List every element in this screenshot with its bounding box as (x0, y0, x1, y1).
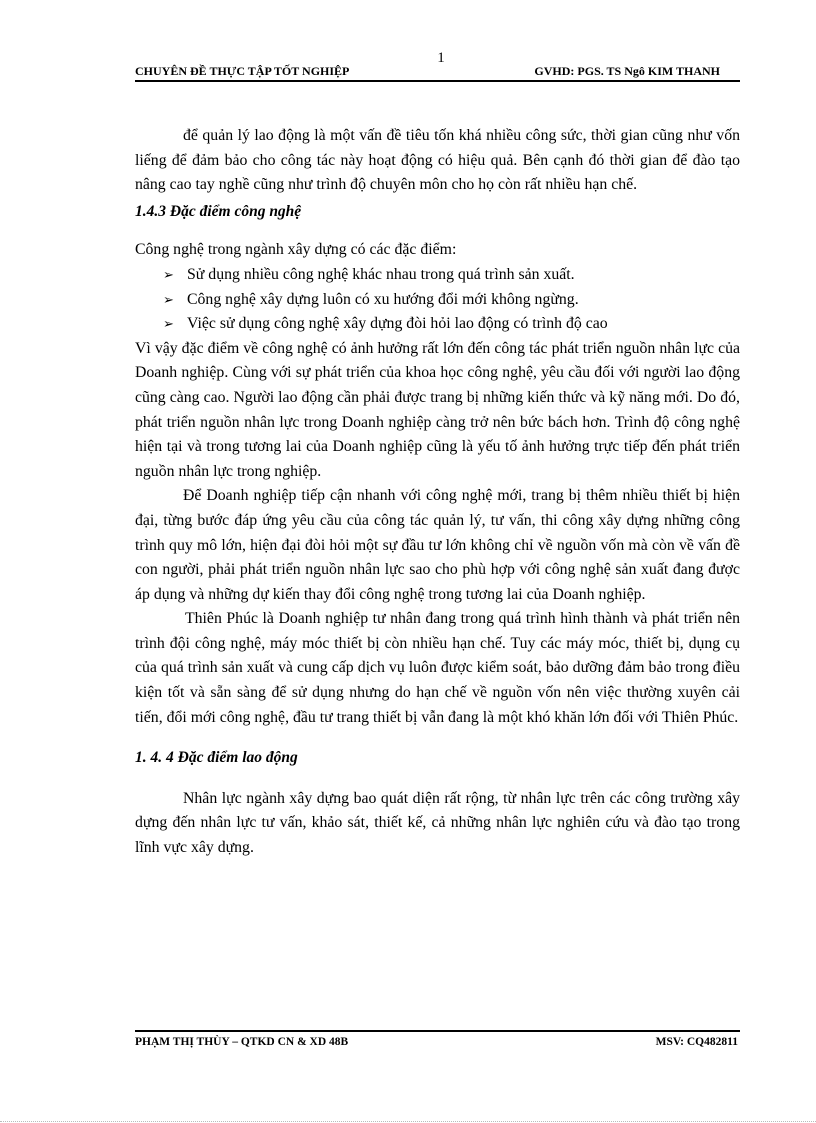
header-title: CHUYÊN ĐỀ THỰC TẬP TỐT NGHIỆP (135, 64, 350, 78)
technology-intro: Công nghệ trong ngành xây dựng có các đặc điểm: (135, 241, 457, 259)
paragraph-technology-impact: Vì vậy đặc điểm về công nghệ có ảnh hưởng rất lớn đến công tác phát triển nguồn nhân lực của Doanh nghiệp. Cùng với sự phát triển của khoa học công nghệ, yêu cầu đối với người lao động cũng càng cao. Người lao động cần phải được trang bị những kiến thức và kỹ năng mới. Do đó, phát triển nguồn nhân lực trong Doanh nghiệp càng trở nên bức bách hơn. Trình độ công nghệ hiện tại và trong tương lai của Doanh nghiệp cũng là yếu tố ảnh hưởng trực tiếp đến phát triển nguồn nhân lực trong nghiệp. (135, 339, 740, 480)
arrow-bullet-icon: ➢ (163, 266, 174, 282)
document-body (135, 124, 740, 861)
bullet-text: Việc sử dụng công nghệ xây dựng đòi hỏi lao động có trình độ cao (187, 315, 608, 333)
arrow-bullet-icon: ➢ (163, 291, 174, 307)
section-heading-1-4-4: 1. 4. 4 Đặc điểm lao động (135, 749, 298, 767)
footer-student-id: MSV: CQ482811 (655, 1036, 738, 1048)
bullet-item (163, 288, 740, 313)
bullet-text: Sử dụng nhiều công nghệ khác nhau trong quá trình sản xuất. (187, 265, 575, 283)
paragraph-thien-phuc: Thiên Phúc là Doanh nghiệp tư nhân đang trong quá trình hình thành và phát triển nên trình đội công nghệ, máy móc thiết bị còn nhiều hạn chế. Tuy các máy móc, thiết bị, dụng cụ của quá trình sản xuất và cung cấp dịch vụ luôn được kiểm soát, bảo dưỡng đảm bảo trong điều kiện tốt và sẵn sàng để sử dụng nhưng do hạn chế về nguồn vốn nên việc thường xuyên cải tiến, đổi mới công nghệ, đầu tư trang thiết bị vẫn đang là một khó khăn lớn đối với Thiên Phúc. (135, 610, 740, 726)
section-heading-1-4-3: 1.4.3 Đặc điểm công nghệ (135, 202, 302, 220)
technology-bullet-list (135, 263, 740, 337)
page-number: 1 (437, 50, 445, 66)
paragraph-continuation: để quản lý lao động là một vấn đề tiêu tốn khá nhiều công sức, thời gian cũng như vốn liếng để đảm bảo cho công tác này hoạt động có hiệu quả. Bên cạnh đó thời gian để đào tạo nâng cao tay nghề cũng như trình độ chuyên môn cho họ còn rất nhiều hạn chế. (135, 127, 740, 194)
bullet-text: Công nghệ xây dựng luôn có xu hướng đổi mới không ngừng. (187, 290, 579, 308)
page-edge-divider (0, 1121, 816, 1122)
footer-author: PHẠM THỊ THÙY – QTKD CN & XD 48B (135, 1036, 349, 1048)
page-footer (135, 1030, 740, 1048)
page-header (135, 64, 740, 82)
bullet-item (163, 312, 740, 337)
paragraph-investment: Để Doanh nghiệp tiếp cận nhanh với công nghệ mới, trang bị thêm nhiều thiết bị hiện đại, từng bước đáp ứng yêu cầu của công tác quản lý, tư vấn, thi công xây dựng những công trình quy mô lớn, hiện đại đòi hỏi một sự đầu tư lớn không chỉ về nguồn vốn mà còn về vấn đề con người, phải phát triển nguồn nhân lực sao cho phù hợp với công nghệ sản xuất đang được áp dụng và những dự kiến thay đổi công nghệ trong tương lai của Doanh nghiệp. (135, 487, 740, 603)
paragraph-labor: Nhân lực ngành xây dựng bao quát diện rất rộng, từ nhân lực trên các công trường xây dựng đến nhân lực tư vấn, khảo sát, thiết kế, cả những nhân lực nghiên cứu và đào tạo trong lĩnh vực xây dựng. (135, 789, 740, 857)
arrow-bullet-icon: ➢ (163, 316, 174, 332)
header-advisor: GVHD: PGS. TS Ngô KIM THANH (534, 64, 720, 78)
bullet-item (163, 263, 740, 288)
